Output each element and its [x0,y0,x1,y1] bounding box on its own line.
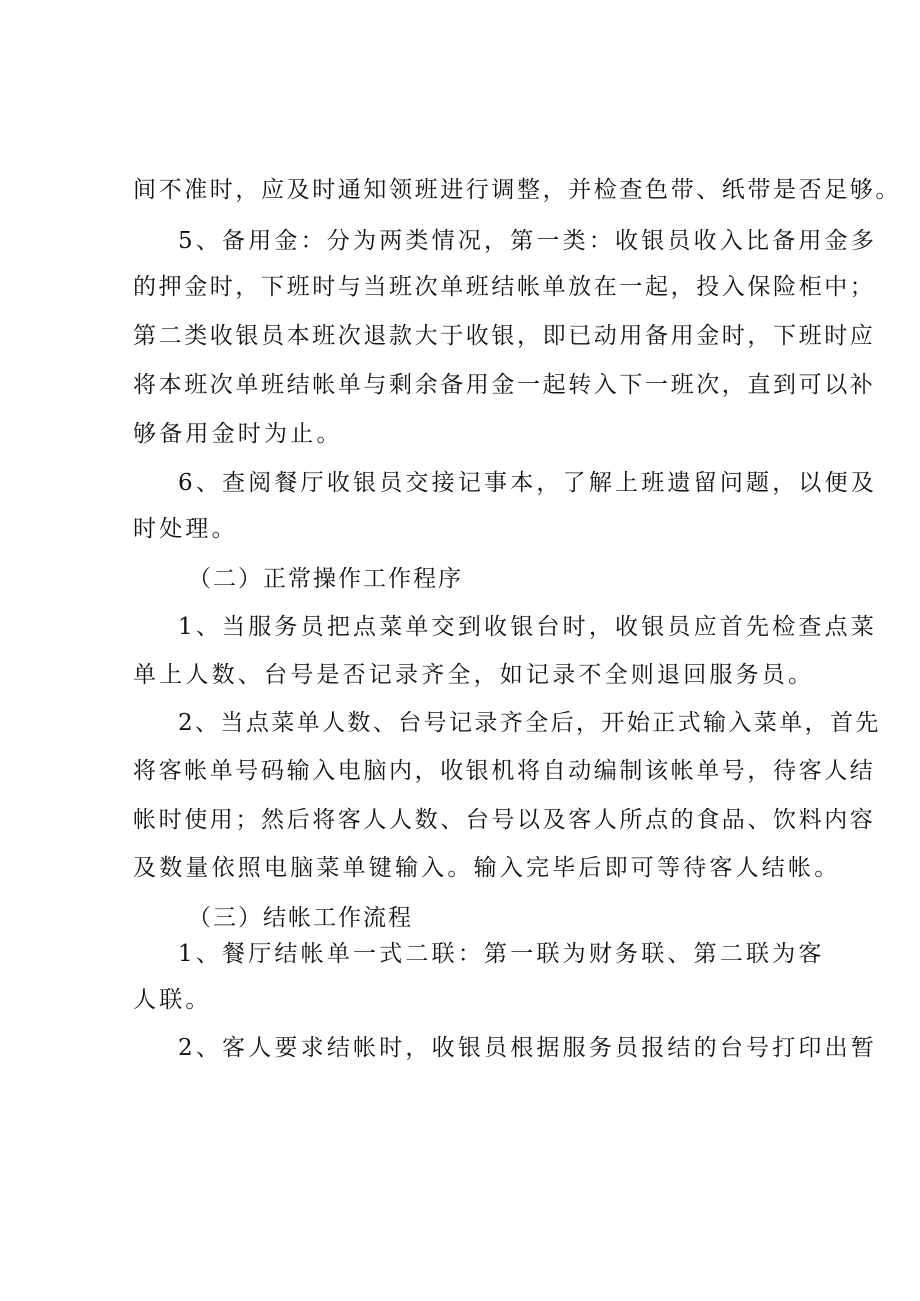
text-line: 第二类收银员本班次退款大于收银，即已动用备用金时，下班时应 [133,323,876,349]
section-heading: （三）结帐工作流程 [188,905,413,931]
text-line: 够备用金时为止。 [133,421,343,447]
text-line: 及数量依照电脑菜单键输入。输入完毕后即可等待客人结帐。 [133,855,841,881]
text-line: 时处理。 [133,516,238,542]
text-line: 单上人数、台号是否记录齐全，如记录不全则退回服务员。 [133,662,815,688]
text-line: 的押金时，下班时与当班次单班结帐单放在一起，投入保险柜中； [133,274,876,300]
text-line: 2、当点菜单人数、台号记录齐全后，开始正式输入菜单，首先 [178,710,881,736]
text-line: 1、餐厅结帐单一式二联：第一联为财务联、第二联为客 [178,941,825,967]
text-line: 间不准时，应及时通知领班进行调整，并检查色带、纸带是否足够。 [133,177,901,203]
text-line: 人联。 [133,987,212,1013]
text-line: 2、客人要求结帐时，收银员根据服务员报结的台号打印出暂 [178,1035,878,1061]
text-line: 1、当服务员把点菜单交到收银台时，收银员应首先检查点菜 [178,614,878,640]
section-heading: （二）正常操作工作程序 [188,566,463,592]
text-line: 5、备用金：分为两类情况，第一类：收银员收入比备用金多 [178,228,878,254]
text-line: 将客帐单号码输入电脑内，收银机将自动编制该帐单号，待客人结 [133,758,876,784]
text-line: 帐时使用；然后将客人人数、台号以及客人所点的食品、饮料内容 [133,807,876,833]
text-line: 将本班次单班结帐单与剩余备用金一起转入下一班次，直到可以补 [133,372,876,398]
text-line: 6、查阅餐厅收银员交接记事本，了解上班遗留问题，以便及 [178,470,878,496]
